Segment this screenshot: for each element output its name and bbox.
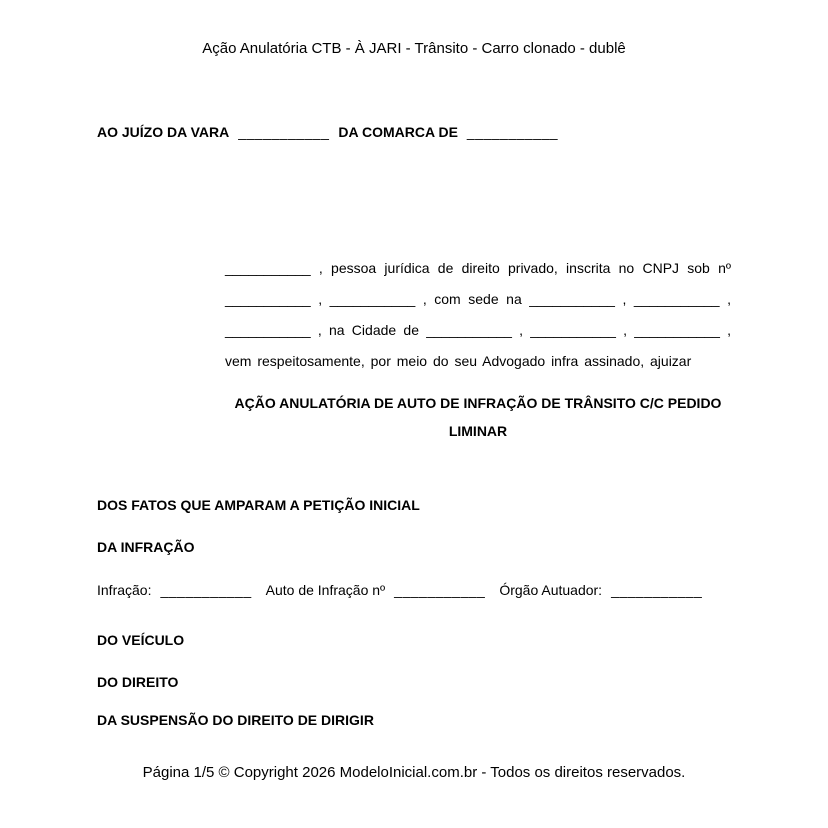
blank-field-comarca: ___________	[466, 124, 559, 140]
section-heading-dos-fatos: DOS FATOS QUE AMPARAM A PETIÇÃO INICIAL	[97, 497, 420, 513]
orgao-autuador-label: Órgão Autuador:	[499, 582, 603, 598]
addressing-line	[97, 124, 737, 140]
intro-paragraph: ___________ , pessoa jurídica de direito privado, inscrita no CNPJ sob nº ___________ , ___________ , com sede na ___________ , ___________ , ___________ , na Cidade de ___________ , ___________ , ___________ , vem respeitosamente, por meio do seu Advogado infra assinado, ajuizar	[225, 260, 731, 369]
addressing-part1: AO JUÍZO DA VARA	[97, 124, 230, 140]
section-heading-da-infracao: DA INFRAÇÃO	[97, 539, 195, 555]
addressing-part2: DA COMARCA DE	[338, 124, 458, 140]
blank-field-vara: ___________	[238, 124, 330, 140]
section-heading-do-direito: DO DIREITO	[97, 674, 179, 690]
infraction-label: Infração:	[97, 582, 152, 598]
page-footer: Página 1/5 © Copyright 2026 ModeloInicial.com.br - Todos os direitos reservados.	[142, 764, 686, 781]
document-title: Ação Anulatória CTB - À JARI - Trânsito - Carro clonado - dublê	[202, 40, 626, 57]
infraction-details-line	[97, 582, 777, 598]
blank-field-auto-numero: ___________	[394, 582, 486, 598]
auto-infracao-label: Auto de Infração nº	[265, 582, 386, 598]
blank-field-infracao: ___________	[160, 582, 252, 598]
blank-field-orgao: ___________	[611, 582, 703, 598]
section-heading-da-suspensao: DA SUSPENSÃO DO DIREITO DE DIRIGIR	[97, 712, 374, 728]
action-heading: AÇÃO ANULATÓRIA DE AUTO DE INFRAÇÃO DE TRÂNSITO C/C PEDIDO LIMINAR	[234, 395, 722, 439]
section-heading-do-veiculo: DO VEÍCULO	[97, 632, 185, 648]
